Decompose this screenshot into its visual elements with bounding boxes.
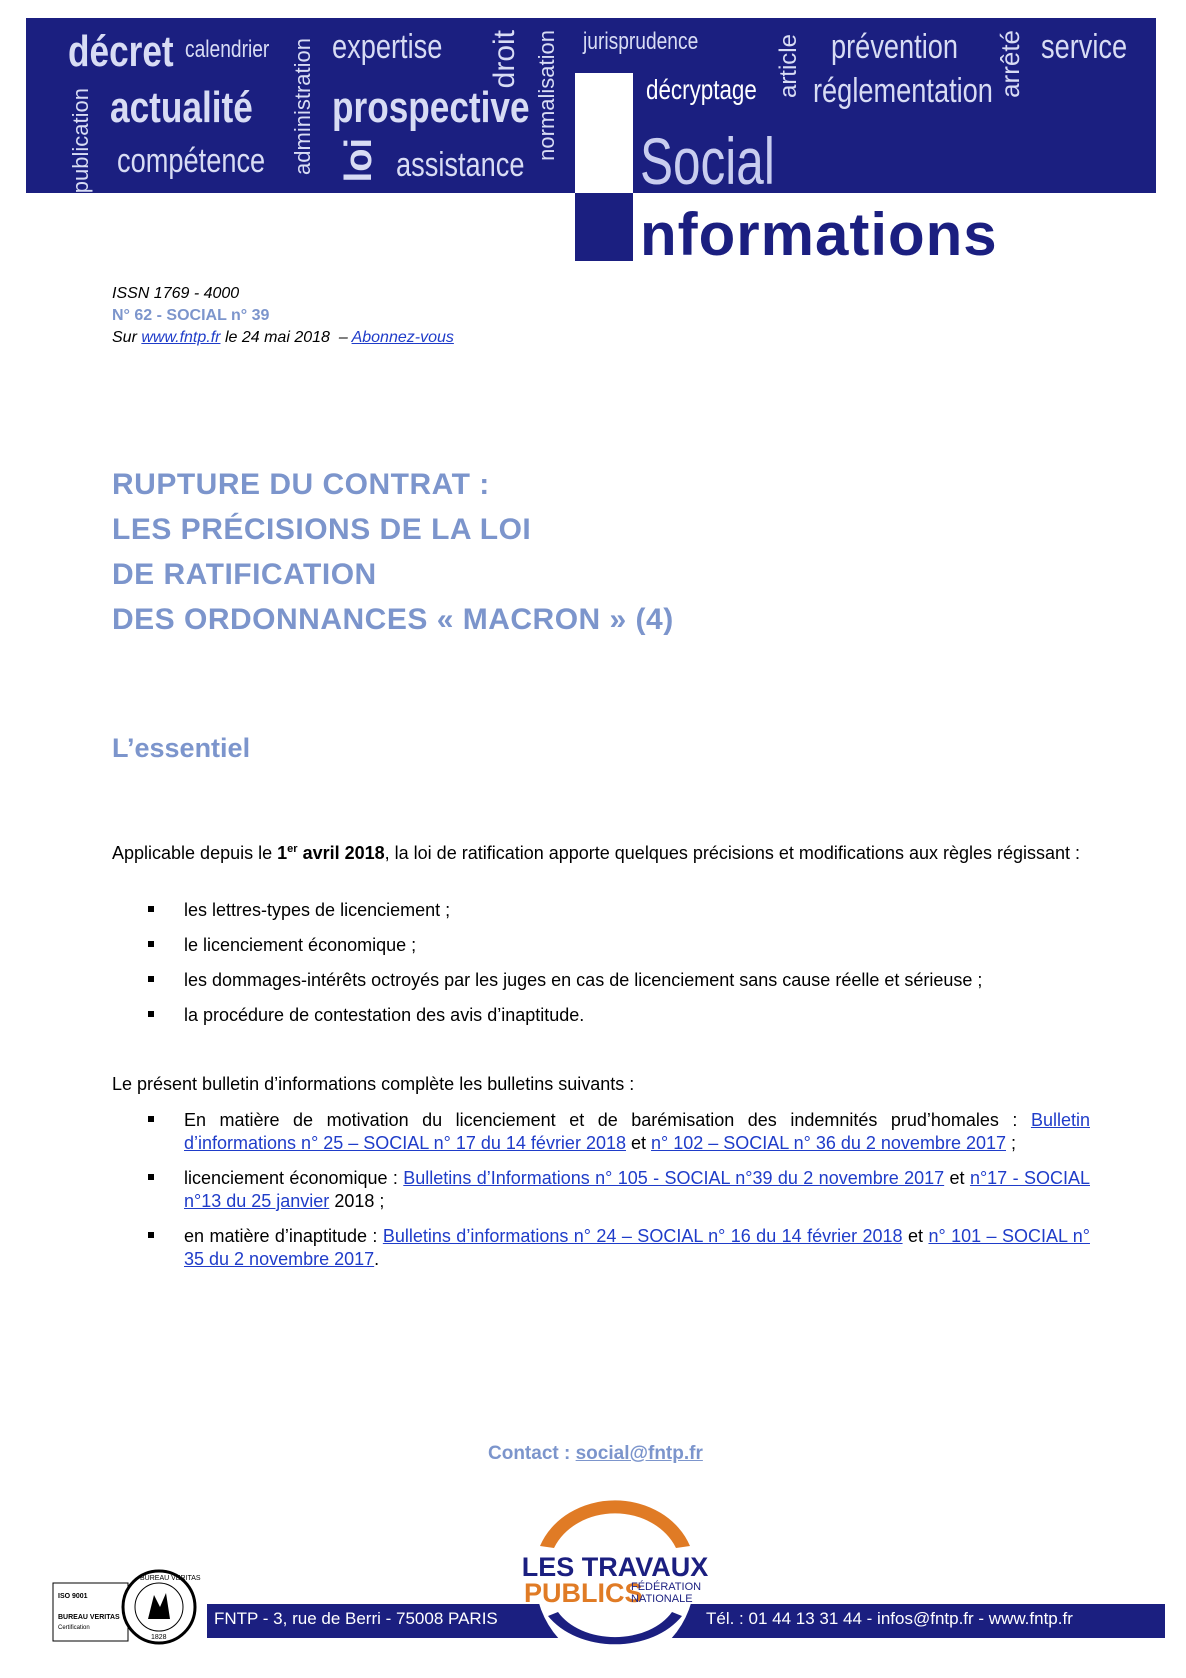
logo-line2: PUBLICS (524, 1578, 643, 1608)
page-title (112, 462, 674, 642)
banner-word: calendrier (185, 36, 270, 63)
list-item (148, 934, 1090, 957)
pub-dash: – (338, 329, 348, 346)
logo-line1: LES TRAVAUX (521, 1552, 709, 1582)
bullet-icon (148, 976, 154, 982)
list-item-text: les lettres-types de licenciement ; (184, 900, 451, 920)
banner-word: prévention (831, 28, 959, 66)
title-line: LES PRÉCISIONS DE LA LOI (112, 513, 532, 546)
publication-line (112, 327, 454, 349)
site-link[interactable]: www.fntp.fr (141, 329, 221, 346)
end-text: . (374, 1249, 380, 1269)
banner-word: droit (488, 30, 521, 89)
banner-word: compétence (117, 142, 266, 180)
section-heading: L’essentiel (112, 733, 251, 763)
banner-word: publication (68, 88, 93, 194)
list-item-text: En matière de motivation du licenciement et de barémisation des indemnités prud’homales : (184, 1110, 1018, 1130)
banner-word: normalisation (534, 30, 559, 161)
iso-year: 1828 (151, 1634, 167, 1641)
bullet-icon (148, 1116, 154, 1122)
bulletin-link[interactable]: Bulletins d’informations n° 24 – SOCIAL n° 16 du 14 février 2018 (382, 1226, 903, 1246)
banner-word: réglementation (813, 72, 993, 110)
pub-date: le 24 mai 2018 (224, 329, 330, 346)
pub-prefix: Sur (112, 329, 137, 346)
intro-before: Applicable depuis le (112, 843, 273, 863)
list-item-text: en matière d’inaptitude : (184, 1226, 378, 1246)
contact-line (488, 1443, 703, 1465)
banner-word: administration (290, 38, 315, 175)
banner-word: arrêté (995, 30, 1025, 98)
issue-meta (112, 283, 454, 349)
iso-name: BUREAU VERITAS (58, 1614, 120, 1621)
connector-text: et (949, 1168, 965, 1188)
logo-social: Social (640, 124, 775, 198)
intro-after: , la loi de ratification apporte quelques précisions et modifications aux règles régissant : (384, 843, 1081, 863)
logo-line3: FÉDÉRATION (631, 1581, 702, 1593)
end-text: ; (1011, 1133, 1017, 1153)
banner-word: décret (68, 27, 174, 76)
intro-sup: er (287, 843, 298, 855)
logo-line4: NATIONALE (631, 1593, 693, 1605)
bulletin-link[interactable]: Bulletin d’informations n° 25 – SOCIAL n° 17 du 14 février 2018 (184, 1110, 1090, 1153)
list-item (148, 1167, 1090, 1213)
contact-email-link[interactable]: social@fntp.fr (575, 1443, 703, 1464)
logo-square-white (575, 73, 633, 131)
rules-list (148, 899, 1090, 1027)
footer-contact: Tél. : 01 44 13 31 44 - infos@fntp.fr - www.fntp.fr (706, 1609, 1073, 1628)
iso-cert: Certification (58, 1625, 90, 1631)
bullet-icon (148, 1232, 154, 1238)
title-line: RUPTURE DU CONTRAT : (112, 468, 490, 501)
list-item-text: le licenciement économique ; (184, 935, 417, 955)
connector-text: et (908, 1226, 924, 1246)
banner-word: assistance (396, 146, 525, 184)
bullet-icon (148, 1011, 154, 1017)
list-item (148, 899, 1090, 922)
list-item (148, 969, 1090, 992)
bulletin-link[interactable]: Bulletins d’Informations n° 105 - SOCIAL n°39 du 2 novembre 2017 (403, 1168, 945, 1188)
issue-number: N° 62 - SOCIAL n° 39 (112, 307, 270, 324)
bulletin-link[interactable]: n° 102 – SOCIAL n° 36 du 2 novembre 2017 (651, 1133, 1006, 1153)
title-line: DE RATIFICATION (112, 558, 377, 591)
list-item-text: les dommages-intérêts octroyés par les juges en cas de licenciement sans cause réelle et sérieuse ; (184, 970, 983, 990)
bulletin-link[interactable]: n°17 - SOCIAL n°13 du 25 janvier (184, 1168, 1090, 1211)
contact-label: Contact : (488, 1443, 571, 1464)
list-item (148, 1004, 1090, 1027)
bulletins-list (148, 1109, 1090, 1271)
bullet-icon (148, 1174, 154, 1180)
issn: ISSN 1769 - 4000 (112, 285, 240, 302)
end-text: 2018 ; (334, 1191, 385, 1211)
intro-date: avril 2018 (302, 843, 385, 863)
iso-label: ISO 9001 (58, 1593, 88, 1600)
logo-informations: nformations (640, 201, 998, 268)
subscribe-link[interactable]: Abonnez-vous (351, 329, 454, 346)
bullet-icon (148, 906, 154, 912)
bulletin-link[interactable]: n° 101 – SOCIAL n° 35 du 2 novembre 2017 (184, 1226, 1090, 1269)
banner-word: expertise (332, 28, 443, 66)
banner-word: service (1041, 28, 1128, 66)
bullet-icon (148, 941, 154, 947)
banner-word: prospective (332, 83, 530, 132)
iso-ring-text: BUREAU VERITAS (140, 1575, 201, 1582)
intro-paragraph (112, 838, 1090, 865)
logo-i-stem (575, 193, 633, 261)
fntp-logo (510, 1476, 720, 1666)
banner-word: actualité (110, 83, 253, 132)
complement-intro: Le présent bulletin d’informations complète les bulletins suivants : (112, 1074, 635, 1094)
list-item (148, 1109, 1090, 1155)
list-item-text: la procédure de contestation des avis d’inaptitude. (184, 1005, 585, 1025)
intro-day: 1 (277, 843, 288, 863)
banner-word: loi (338, 138, 380, 183)
bureau-veritas-certification-badge (52, 1563, 202, 1649)
title-line: DES ORDONNANCES « MACRON » (4) (112, 603, 674, 636)
connector-text: et (631, 1133, 647, 1153)
list-item-text: licenciement économique : (184, 1168, 398, 1188)
banner-word: décryptage (646, 74, 757, 105)
banner-word: jurisprudence (583, 28, 699, 55)
logo-square-white (575, 131, 633, 193)
banner-word: article (775, 34, 802, 99)
list-item (148, 1225, 1090, 1271)
footer-address: FNTP - 3, rue de Berri - 75008 PARIS (214, 1609, 498, 1628)
